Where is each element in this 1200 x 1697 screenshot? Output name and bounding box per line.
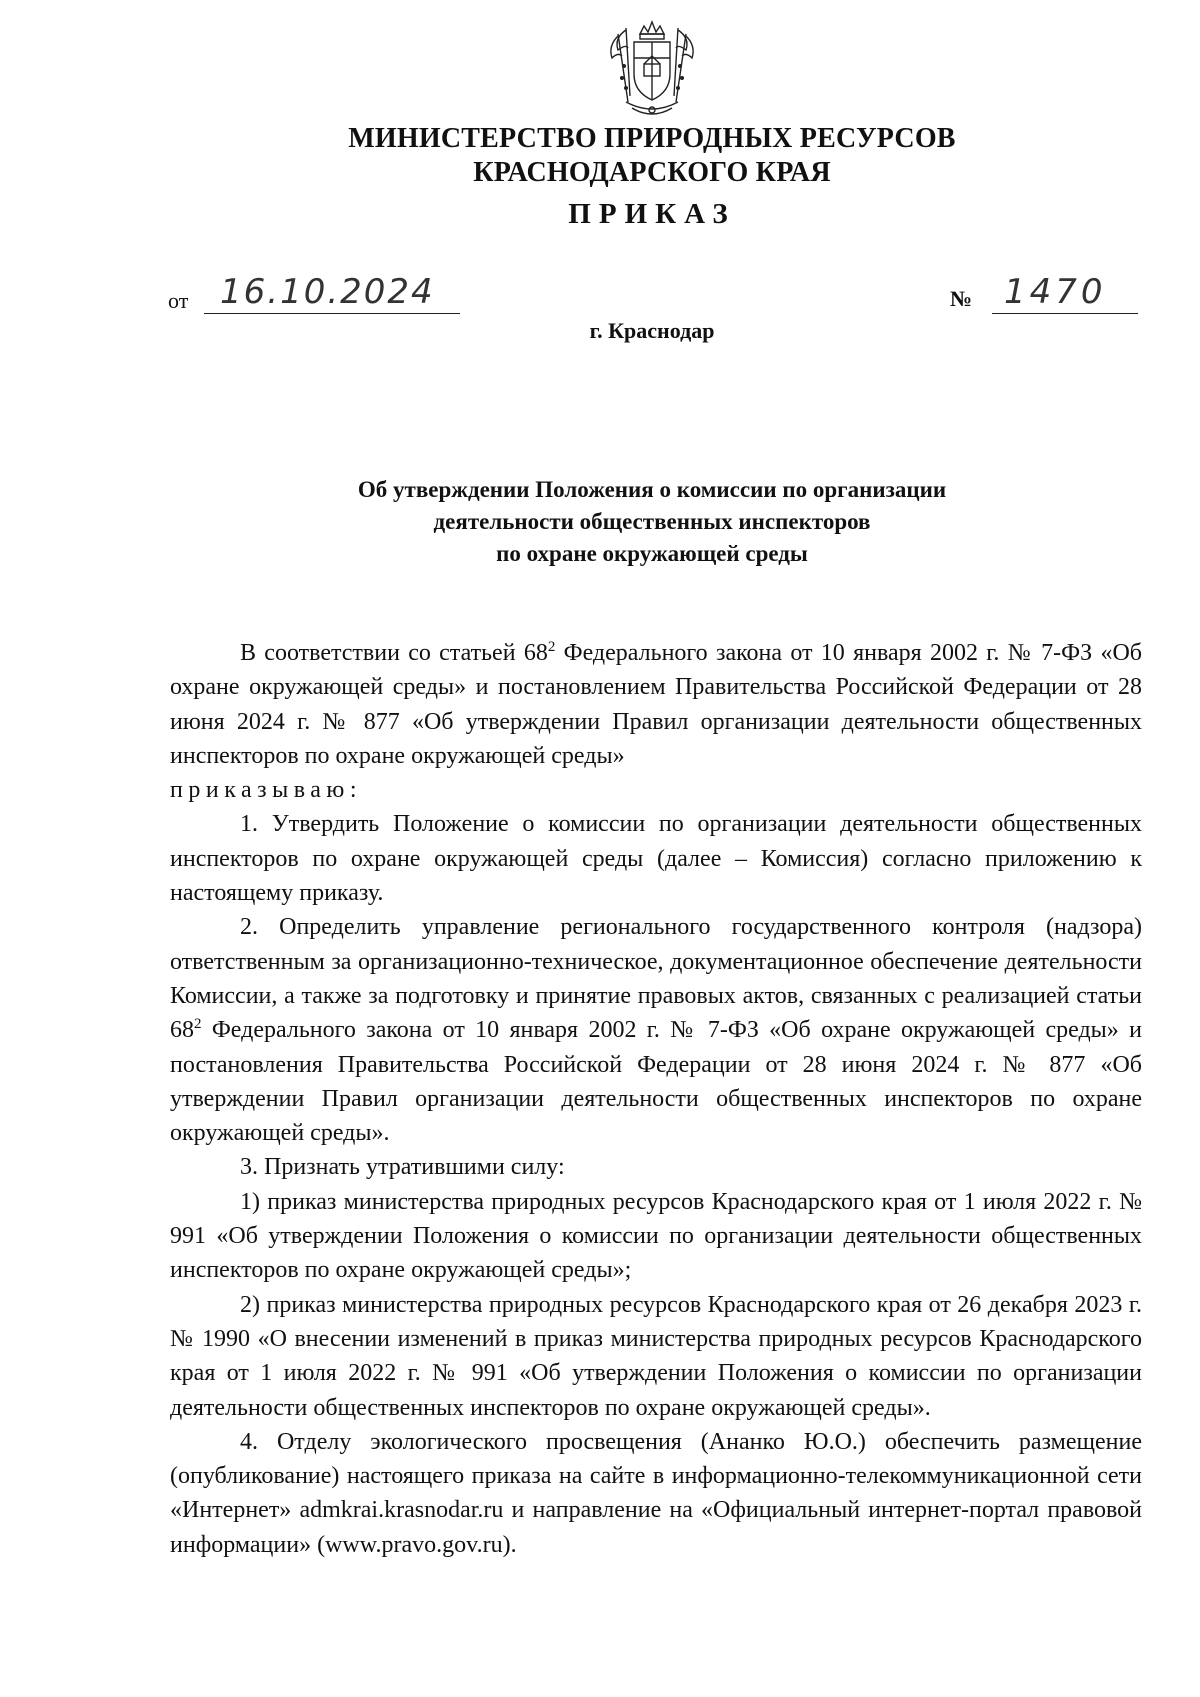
preamble-paragraph [170,636,1142,773]
date-number-row [168,270,1138,320]
document-type: ПРИКАЗ [568,198,736,230]
preamble-superscript: 2 [547,639,556,655]
order-word-paragraph [170,773,1142,807]
subject-line-3: по охране окружающей среды [496,541,808,566]
number-underline [992,313,1138,314]
subject-line-1: Об утверждении Положения о комиссии по организации [357,477,947,502]
order-word: приказываю: [170,777,363,804]
item-1: 1. Утвердить Положение о комиссии по организации деятельности общественных инспекторов по охране окружающей среды (далее – Комиссия) согласно приложению к настоящему приказу. [170,811,1142,907]
krasnodar-coat-of-arms-icon [604,18,700,120]
ministry-line-2: КРАСНОДАРСКОГО КРАЯ [473,157,831,188]
subject-line-2: деятельности общественных инспекторов [433,509,871,534]
item-2-superscript: 2 [194,1016,202,1033]
preamble-text-a: В соответствии со статьей 68 [240,640,548,666]
item-3-1: 1) приказ министерства природных ресурсов Краснодарского края от 1 июля 2022 г. № 991 «Об утверждении Положения о комиссии по организации деятельности общественных инспекторов по охране окружающей среды»; [170,1188,1142,1284]
item-2 [170,910,1142,1150]
ministry-line-1: МИНИСТЕРСТВО ПРИРОДНЫХ РЕСУРСОВ [348,123,956,154]
order-body [170,636,1142,1562]
order-subject [200,474,1104,570]
item-2-text-a: 2. Определить управление регионального государственного контроля (надзора) ответственным за организационно-техническое, документационное обеспечение деятельности Комиссии, а также за подготовку и принятие правовых актов, связанных с реализацией статьи 68 [170,914,1142,1044]
item-3-2: 2) приказ министерства природных ресурсов Краснодарского края от 26 декабря 2023 г. № 1990 «О внесении изменений в приказ министерства природных ресурсов Краснодарского края от 1 июля 2022 г. № 991 «Об утверждении Положения о комиссии по организации деятельности общественных инспекторов по охране окружающей среды». [170,1291,1142,1421]
ministry-name [200,122,1104,190]
from-label: от [168,288,189,313]
preamble-text-b: Федерального закона от 10 января 2002 г. № 7-ФЗ «Об охране окружающей среды» и постановлением Правительства Российской Федерации от 28 июня 2024 г. № 877 «Об утверждении Правил организации деятельности общественных инспекторов по охране окружающей среды» [170,640,1142,769]
item-4: 4. Отделу экологического просвещения (Ананко Ю.О.) обеспечить размещение (опубликование) настоящего приказа на сайте в информационно-телекоммуникационной сети «Интернет» admkrai.krasnodar.ru и направление на «Официальный интернет-портал правовой информации» (www.pravo.gov.ru). [170,1428,1142,1558]
city: г. Краснодар [589,318,715,343]
handwritten-date: 16.10.2024 [220,272,435,312]
date-underline [204,313,460,314]
item-3: 3. Признать утратившими силу: [240,1154,565,1181]
item-2-text-b: Федерального закона от 10 января 2002 г. № 7-ФЗ «Об охране окружающей среды» и постановления Правительства Российской Федерации от 28 июня 2024 г. № 877 «Об утверждении Правил организации деятельности общественных инспекторов по охране окружающей среды». [170,1017,1142,1147]
number-label: № [950,286,973,311]
handwritten-number: 1470 [1004,272,1107,312]
